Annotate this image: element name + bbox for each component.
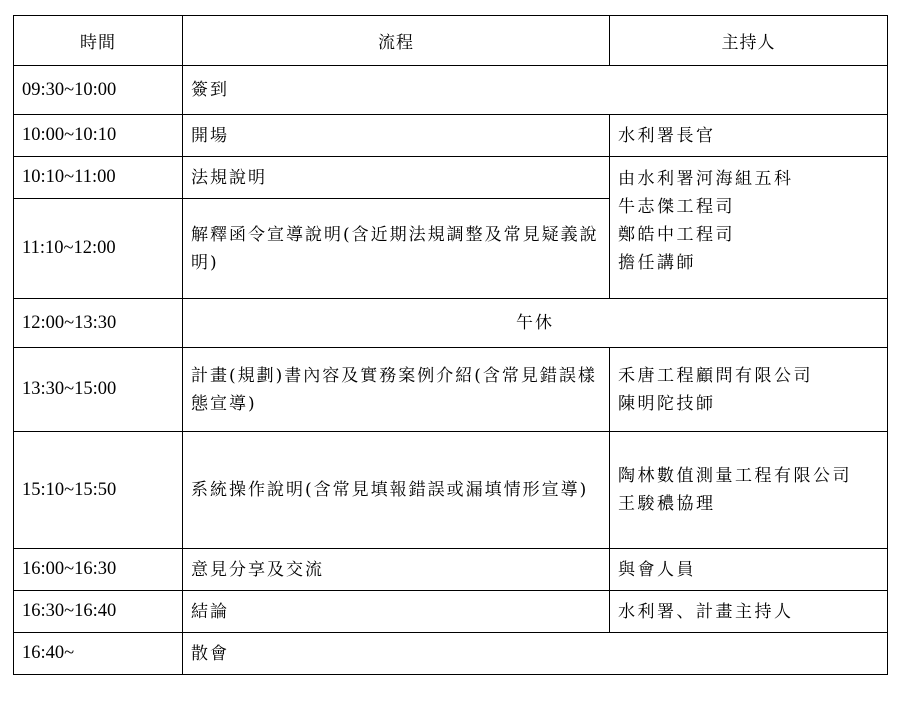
flow-cell: 系統操作說明(含常見填報錯誤或漏填情形宣導) — [183, 432, 610, 549]
time-cell: 11:10~12:00 — [14, 199, 183, 299]
table-row — [14, 157, 888, 199]
time-cell: 16:00~16:30 — [14, 549, 183, 591]
table-row — [14, 591, 888, 633]
header-host: 主持人 — [610, 16, 888, 66]
agenda-sheet — [13, 15, 888, 675]
time-cell: 12:00~13:30 — [14, 299, 183, 348]
host-cell: 水利署長官 — [610, 115, 888, 157]
time-cell: 09:30~10:00 — [14, 66, 183, 115]
host-line: 禾唐工程顧問有限公司 — [618, 365, 813, 386]
host-cell-shared — [610, 157, 888, 299]
time-cell: 16:40~ — [14, 633, 183, 675]
flow-cell: 意見分享及交流 — [183, 549, 610, 591]
time-cell: 15:10~15:50 — [14, 432, 183, 549]
host-line: 陶林數值測量工程有限公司 — [618, 466, 852, 486]
host-cell: 水利署、計畫主持人 — [610, 591, 888, 633]
header-row — [14, 16, 888, 66]
time-cell: 10:10~11:00 — [14, 157, 183, 199]
flow-cell: 午休 — [183, 299, 888, 348]
host-cell: 與會人員 — [610, 549, 888, 591]
host-line: 牛志傑工程司 — [618, 197, 735, 217]
time-cell: 16:30~16:40 — [14, 591, 183, 633]
host-line: 王駿穠協理 — [618, 494, 716, 514]
table-row — [14, 115, 888, 157]
table-row — [14, 549, 888, 591]
host-line: 鄭皓中工程司 — [618, 225, 735, 245]
header-flow: 流程 — [183, 16, 610, 66]
flow-cell: 計畫(規劃)書內容及實務案例介紹(含常見錯誤樣態宣導) — [183, 348, 610, 432]
flow-cell: 結論 — [183, 591, 610, 633]
table-row — [14, 66, 888, 115]
flow-cell: 開場 — [183, 115, 610, 157]
table-row — [14, 432, 888, 549]
host-cell — [610, 432, 888, 549]
flow-cell: 簽到 — [183, 66, 888, 115]
agenda-table — [13, 15, 888, 675]
flow-cell: 法規說明 — [183, 157, 610, 199]
flow-cell: 解釋函令宣導說明(含近期法規調整及常見疑義說明) — [183, 199, 610, 299]
host-line: 擔任講師 — [618, 253, 696, 273]
flow-cell: 散會 — [183, 633, 888, 675]
time-cell: 13:30~15:00 — [14, 348, 183, 432]
time-cell: 10:00~10:10 — [14, 115, 183, 157]
host-line: 陳明陀技師 — [618, 393, 716, 414]
header-time: 時間 — [14, 16, 183, 66]
host-cell — [610, 348, 888, 432]
table-row — [14, 633, 888, 675]
host-line: 由水利署河海組五科 — [618, 169, 794, 189]
table-row — [14, 348, 888, 432]
table-row — [14, 299, 888, 348]
